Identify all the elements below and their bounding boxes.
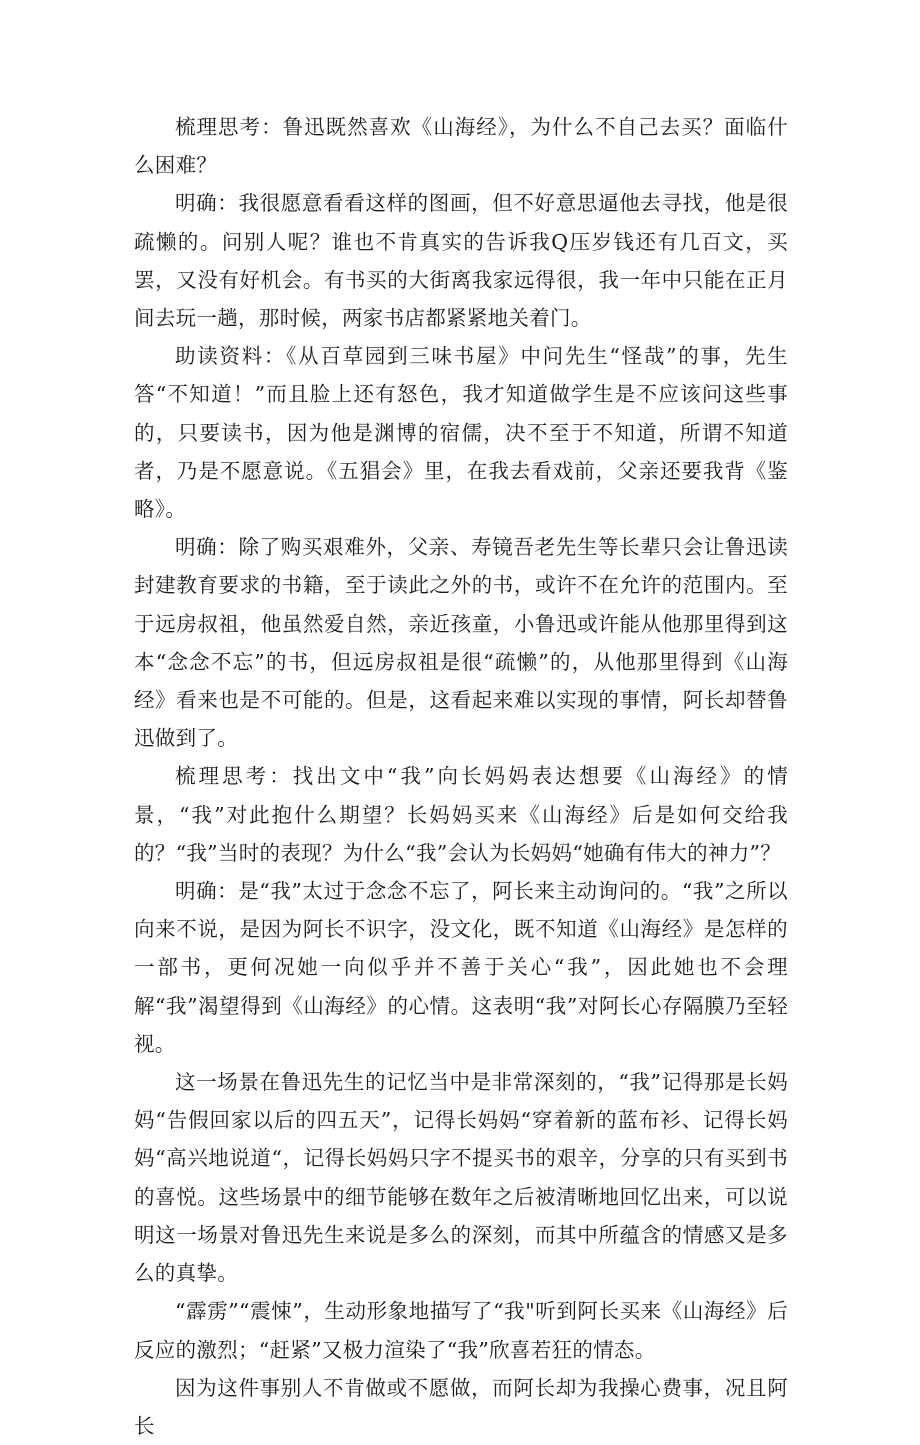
- paragraph-question-2: 梳理思考：找出文中“我”向长妈妈表达想要《山海经》的情景，“我”对此抱什么期望？长妈妈买来《山海经》后是如何交给我的？“我”当时的表现？为什么“我”会认为长妈妈“她确有伟大的神力”？: [134, 764, 788, 865]
- paragraph-question-1: 梳理思考：鲁迅既然喜欢《山海经》，为什么不自己去买？面临什么困难？: [134, 115, 788, 178]
- paragraph-reading-material: 助读资料：《从百草园到三味书屋》中问先生“怪哉”的事，先生答“不知道！”而且脸上还有怒色，我才知道做学生是不应该问这些事的，只要读书，因为他是渊博的宿儒，决不至于不知道，所谓不知道者，乃是不愿意说。《五猖会》里，在我去看戏前，父亲还要我背《鉴略》。: [134, 344, 788, 522]
- paragraph-reason: 因为这件事别人不肯做或不愿做，而阿长却为我操心费事，况且阿长: [134, 1375, 788, 1438]
- paragraph-scene-analysis: 这一场景在鲁迅先生的记忆当中是非常深刻的，“我”记得那是长妈妈“告假回家以后的四五天”，记得长妈妈“穿着新的蓝布衫、记得长妈妈“高兴地说道“，记得长妈妈只字不提买书的艰辛，分享的只有买到书的喜悦。这些场景中的细节能够在数年之后被清晰地回忆出来，可以说明这一场景对鲁迅先生来说是多么的深刻，而其中所蕴含的情感又是多么的真挚。: [134, 1070, 788, 1286]
- body-text: [134, 108, 788, 1445]
- paragraph-answer-2: 明确：除了购买艰难外，父亲、寿镜吾老先生等长辈只会让鲁迅读封建教育要求的书籍，至于读此之外的书，或许不在允许的范围内。至于远房叔祖，他虽然爱自然，亲近孩童，小鲁迅或许能从他那里得到这本“念念不忘”的书，但远房叔祖是很“疏懒”的，从他那里得到《山海经》看来也是不可能的。但是，这看起来难以实现的事情，阿长却替鲁迅做到了。: [134, 535, 788, 751]
- paragraph-answer-1: 明确：我很愿意看看这样的图画，但不好意思逼他去寻找，他是很疏懒的。问别人呢？谁也不肯真实的告诉我Q压岁钱还有几百文，买罢，又没有好机会。有书买的大街离我家远得很，我一年中只能在正月间去玩一趟，那时候，两家书店都紧紧地关着门。: [134, 191, 788, 331]
- paragraph-word-analysis: “霹雳”“震悚”，生动形象地描写了“我"听到阿长买来《山海经》后反应的激烈；“赶紧”又极力渲染了“我”欣喜若狂的情态。: [134, 1299, 788, 1362]
- paragraph-answer-3: 明确：是“我”太过于念念不忘了，阿长来主动询问的。“我”之所以向来不说，是因为阿长不识字，没文化，既不知道《山海经》是怎样的一部书，更何况她一向似乎并不善于关心“我”，因此她也不会理解“我”渴望得到《山海经》的心情。这表明“我”对阿长心存隔膜乃至轻视。: [134, 879, 788, 1056]
